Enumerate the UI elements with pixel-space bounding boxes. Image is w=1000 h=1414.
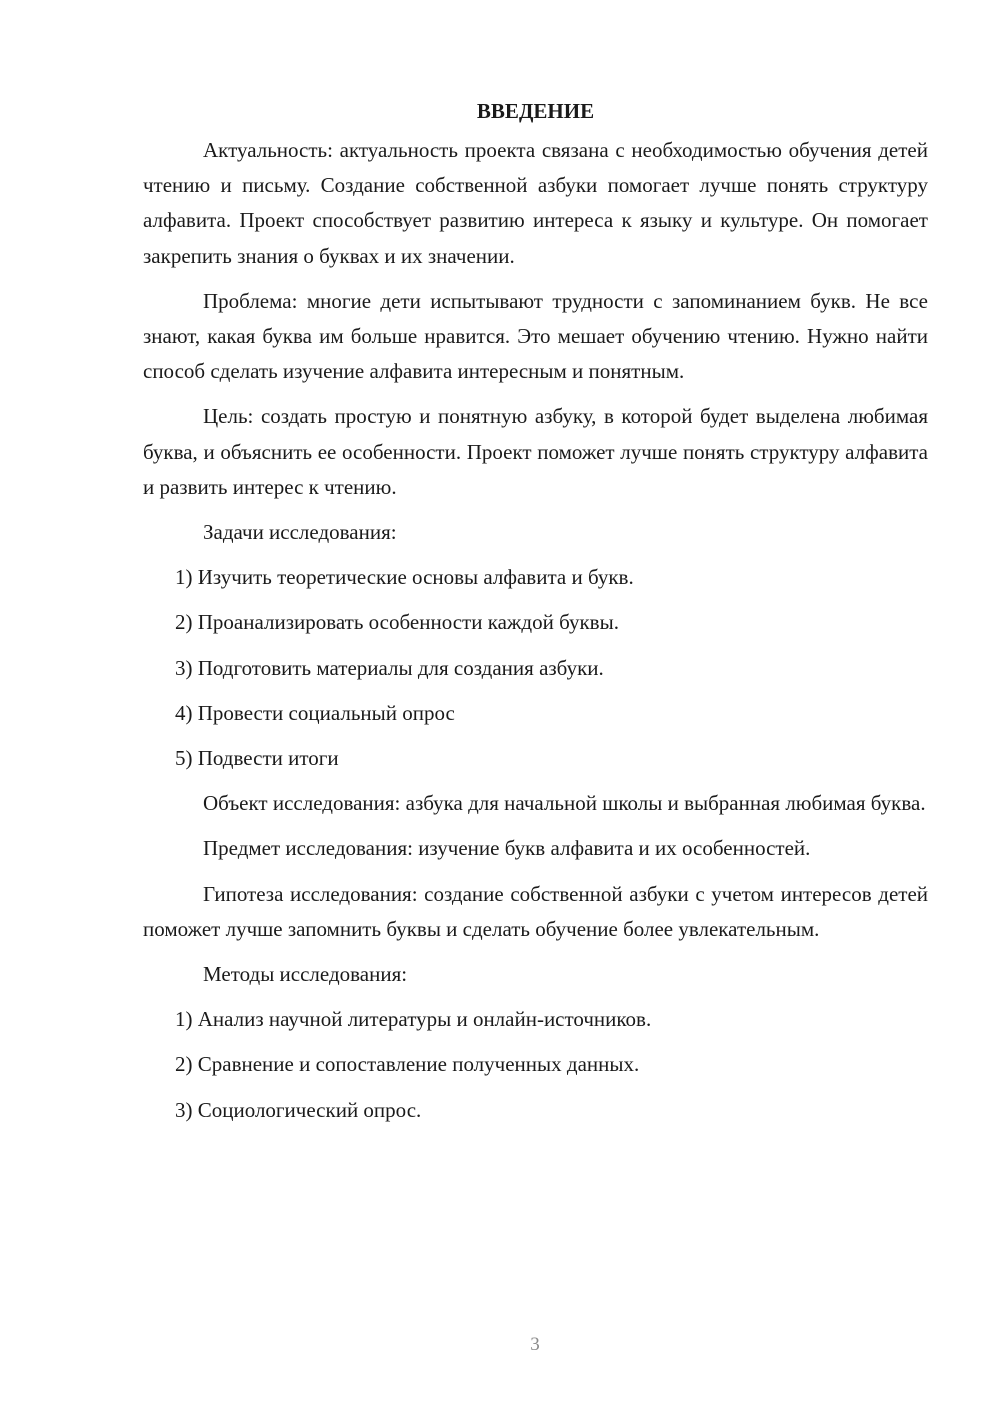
page-number: 3 bbox=[530, 1334, 540, 1355]
methods-title: Методы исследования: bbox=[203, 962, 408, 987]
task-item-3: 3) Подготовить материалы для создания азбуки. bbox=[175, 655, 604, 680]
goal-paragraph: Цель: создать простую и понятную азбуку, в которой будет выделена любимая буква, и объяснить ее особенности. Проект поможет лучше понять структуру алфавита и развить интерес к чтению. bbox=[143, 404, 928, 499]
method-item-3: 3) Социологический опрос. bbox=[175, 1097, 422, 1122]
object-paragraph: Объект исследования: азбука для начальной школы и выбранная любимая буква. bbox=[203, 791, 926, 816]
document-page bbox=[143, 95, 928, 1138]
section-heading: ВВЕДЕНИЕ bbox=[476, 99, 595, 123]
task-item-1: 1) Изучить теоретические основы алфавита и букв. bbox=[175, 565, 634, 590]
relevance-paragraph: Актуальность: актуальность проекта связана с необходимостью обучения детей чтению и письму. Создание собственной азбуки помогает лучше понять структуру алфавита. Проект способствует развитию интереса к языку и культуре. Он помогает закрепить знания о буквах и их значении. bbox=[143, 138, 928, 268]
problem-paragraph: Проблема: многие дети испытывают трудности с запоминанием букв. Не все знают, какая буква им больше нравится. Это мешает обучению чтению. Нужно найти способ сделать изучение алфавита интересным и понятным. bbox=[143, 288, 928, 384]
method-item-1: 1) Анализ научной литературы и онлайн-источников. bbox=[175, 1007, 652, 1032]
subject-paragraph: Предмет исследования: изучение букв алфавита и их особенностей. bbox=[203, 836, 811, 861]
tasks-title: Задачи исследования: bbox=[203, 520, 397, 545]
task-item-4: 4) Провести социальный опрос bbox=[175, 700, 455, 725]
task-item-2: 2) Проанализировать особенности каждой буквы. bbox=[175, 610, 619, 635]
hypothesis-paragraph: Гипотеза исследования: создание собственной азбуки с учетом интересов детей поможет лучше запомнить буквы и сделать обучение более увлекательным. bbox=[143, 881, 928, 941]
method-item-2: 2) Сравнение и сопоставление полученных данных. bbox=[175, 1052, 640, 1077]
task-item-5: 5) Подвести итоги bbox=[175, 746, 339, 771]
